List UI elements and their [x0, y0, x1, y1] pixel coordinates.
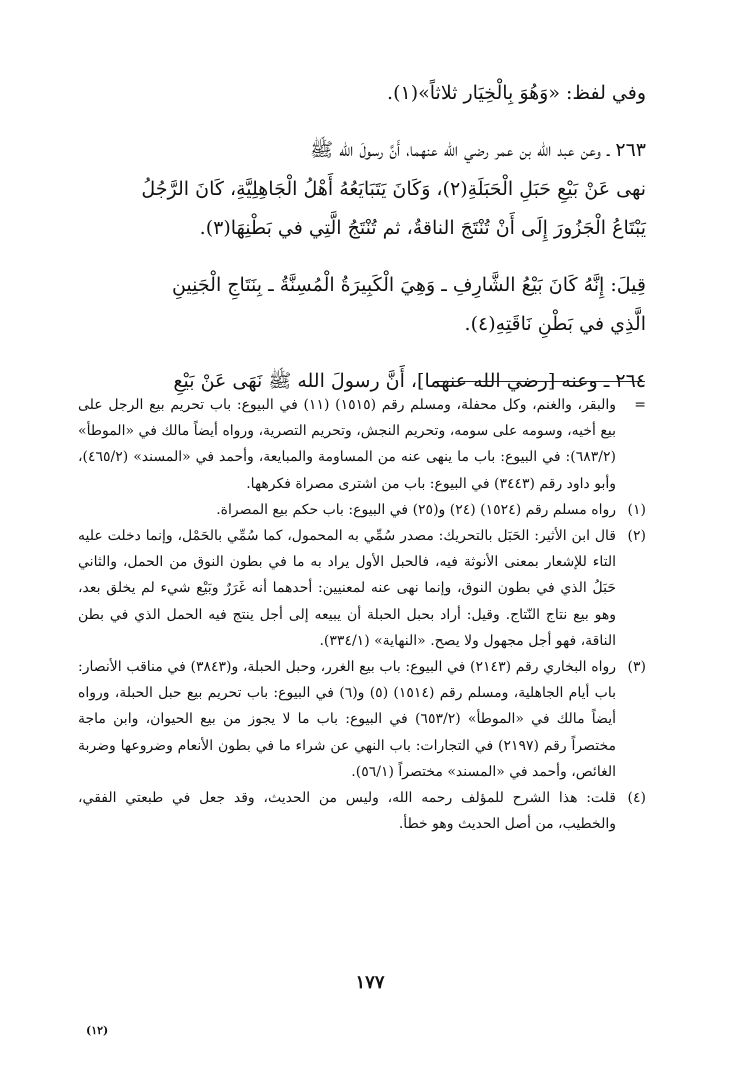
main-line: ٢٦٤ ـ وعنه [رضي الله عنهما]، أَنَّ رسولَ الله ﷺ نَهَى عَنْ بَيْعِ — [173, 370, 646, 392]
footnote — [78, 654, 646, 785]
footnote-mark: (٤) — [627, 790, 646, 807]
footnote-text: والبقر، والغنم، وكل محفلة، ومسلم رقم (١٥١٥) (١١) في البيوع: باب تحريم بيع الرجل على بيع أخيه، وسومه على سومه، وتحريم النجش، وتحريم التصرية، ورواه أيضاً مالك في «الموطأ» (٦٨٣/٢): في البيوع: باب ما ينهى عنه من المساومة والمبايعة، وأحمد في «المسند» (٤٦٥/٢)، وأبو داود رقم (٣٤٤٣) في البيوع: باب من اشترى مصراة فكرهها. — [78, 397, 617, 492]
page-number: ١٧٧ — [355, 972, 385, 993]
footnote-text: رواه البخاري رقم (٢١٤٣) في البيوع: باب بيع الغرر، وحبل الحبلة، و(٣٨٤٣) في مناقب الأنصار: باب أيام الجاهلية، ومسلم رقم (١٥١٤) (٥) و(٦) في البيوع: باب تحريم بيع حبل الحبلة، ورواه أيضاً مالك في «الموطأ» (٦٥٣/٢) في البيوع: باب ما لا يجوز من بيع الحيوان، وابن ماجة مختصراً رقم (٢١٩٧) في التجارات: باب النهي عن شراء ما في بطون الأنعام وضروعها وضربة الغائص، وأحمد في «المسند» مختصراً (٥٦/١). — [78, 659, 616, 780]
footnote-text: قلت: هذا الشرح للمؤلف رحمه الله، وليس من الحديث، وقد جعل في طبعتي الفقي، والخطيب، من أصل الحديث وهو خطأ. — [78, 790, 616, 833]
footnote — [78, 523, 646, 654]
footnote — [78, 497, 646, 523]
main-line: الَّذِي في بَطْنِ نَاقَتِهِ(٤). — [464, 313, 646, 335]
footnote-text: قال ابن الأثير: الحَبَل بالتحريك: مصدر سُمِّي به المحمول، كما سُمِّي بالحَمْل، وإنما دخلت عليه التاء للإشعار بمعنى الأنوثة فيه، فالحبل الأول يراد به ما في بطون النوق من الحمل، والثاني حَبَلُ الذي في بطون النوق، وإنما نهى عنه لمعنيين: أحدهما أنه غَرَرٌ وبَيْع شيء لم يخلق بعد، وهو بيع نتاج النّتاج. وقيل: أراد بحبل الحبلة أن يبيعه إلى أجل ينتج فيه الحمل الذي في بطن الناقة، فهو أجل مجهول ولا يصح. «النهاية» (٣٣٤/١). — [78, 528, 616, 649]
main-line: نهى عَنْ بَيْعِ حَبَلِ الْحَبَلَةِ(٢)، وَكَانَ يَتَبَايَعُهُ أَهْلُ الْجَاهِلِيَّةِ، كَانَ الرَّجُلُ — [141, 178, 646, 200]
main-line: ٢٦٣ ـ وعن عبد الله بن عمر رضي الله عنهما، أَنَّ رسولَ الله ﷺ — [310, 139, 646, 161]
footnotes — [78, 392, 646, 837]
footnote-divider — [435, 381, 645, 382]
main-text — [86, 74, 646, 401]
signature-mark: (١٢) — [86, 1024, 109, 1037]
main-line: قِيلَ: إِنَّهُ كَانَ بَيْعُ الشَّارِفِ ـ وَهِيَ الْكَبِيرَةُ الْمُسِنَّةُ ـ بِنَتَاجِ الْجَنِينِ — [171, 274, 646, 296]
main-line: يَبْتَاعُ الْجَزُورَ إِلَى أَنْ تُنْتَجَ الناقةُ، ثم تُنْتَجُ الَّتِي في بَطْنِهَا(٣). — [199, 217, 646, 239]
footnote-mark: (٢) — [627, 528, 646, 545]
main-line: وفي لفظ: «وَهُوَ بِالْخِيَار ثلاثاً»(١). — [387, 82, 646, 104]
footnote-mark: = — [634, 397, 646, 413]
footnote-continuation — [78, 392, 646, 497]
footnote-mark: (٣) — [627, 659, 646, 676]
footnote-mark: (١) — [627, 501, 646, 518]
footnote — [78, 785, 646, 837]
footnote-text: رواه مسلم رقم (١٥٢٤) (٢٤) و(٢٥) في البيوع: باب حكم بيع المصراة. — [216, 501, 616, 518]
